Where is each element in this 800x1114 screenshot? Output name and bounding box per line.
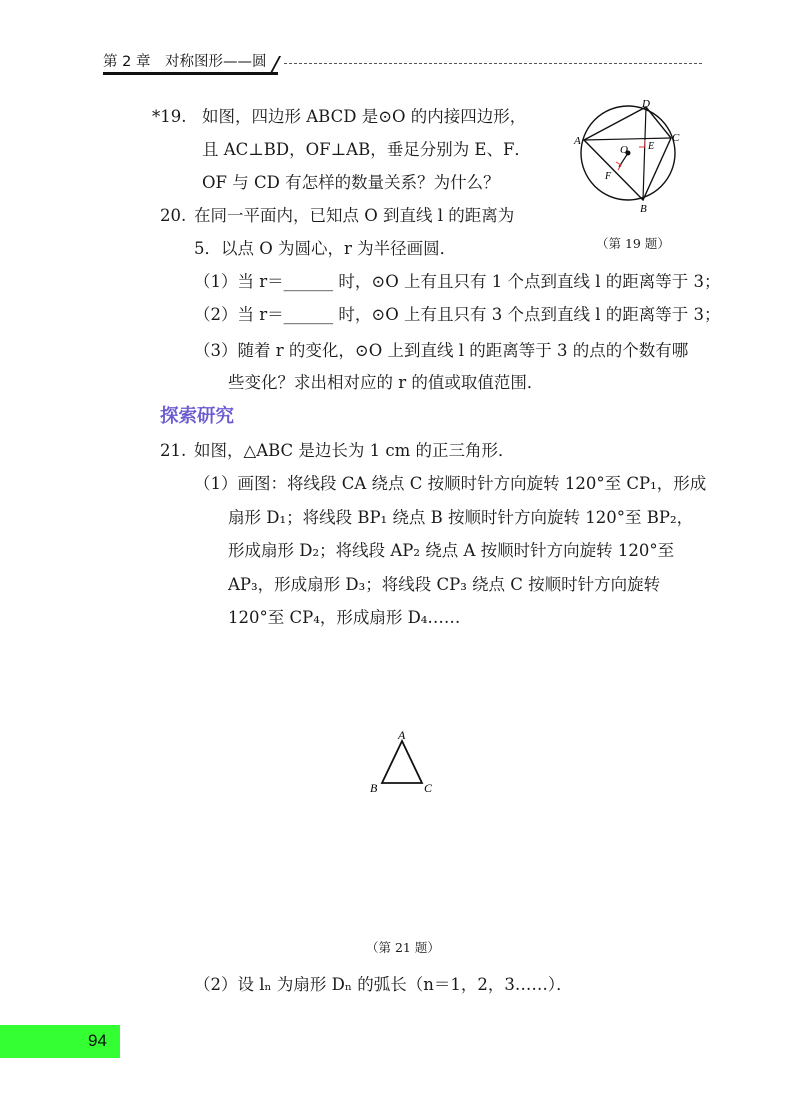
label-d: D <box>642 100 650 110</box>
q20-part3-line1: （3）随着 r 的变化，⊙O 上到直线 l 的距离等于 3 的点的个数有哪 <box>194 341 689 360</box>
right-angle-f <box>616 162 621 170</box>
q21-p1-line2: 扇形 D₁；将线段 BP₁ 绕点 B 按顺时针方向旋转 120°至 BP₂， <box>228 508 694 527</box>
label-b: B <box>640 203 647 215</box>
q21-caption: （第 21 题） <box>366 940 440 955</box>
q21-p2: （2）设 lₙ 为扇形 Dₙ 的弧长（n＝1，2，3……）． <box>194 975 573 994</box>
q21-p1-line1: （1）画图：将线段 CA 绕点 C 按顺时针方向旋转 120°至 CP₁，形成 <box>194 474 707 493</box>
q21-number: 21. <box>160 441 187 460</box>
chapter-header: 第 2 章 对称图形——圆 <box>103 54 267 70</box>
label-a: A <box>398 728 406 742</box>
q20-line2: 5．以点 O 为圆心，r 为半径画圆． <box>194 239 457 258</box>
section-title: 探索研究 <box>160 406 235 427</box>
q19-line1: 如图，四边形 ABCD 是⊙O 的内接四边形， <box>202 107 527 126</box>
q20-part1: （1）当 r＝______ 时，⊙O 上有且只有 1 个点到直线 l 的距离等于 3； <box>194 272 721 291</box>
q21-p1-line3: 形成扇形 D₂；将线段 AP₂ 绕点 A 按顺时针方向旋转 120°至 <box>228 541 675 560</box>
q21-p1-line5: 120°至 CP₄，形成扇形 D₄…… <box>228 608 461 627</box>
header-dashed-line <box>284 63 702 64</box>
label-o: O <box>620 144 628 156</box>
label-c: C <box>424 781 433 795</box>
q20-part3-line2: 些变化？求出相对应的 r 的值或取值范围． <box>228 373 544 392</box>
q19-line2: 且 AC⊥BD，OF⊥AB，垂足分别为 E、F． <box>202 140 531 159</box>
page-number: 94 <box>88 1031 107 1050</box>
label-f: F <box>605 171 612 182</box>
diag-ac <box>584 138 671 140</box>
label-b: B <box>370 781 378 795</box>
q19-figure <box>566 100 696 220</box>
q20-line1: 在同一平面内，已知点 O 到直线 l 的距离为 <box>194 206 515 225</box>
q19-number: *19. <box>152 107 187 126</box>
q21-line1: 如图，△ABC 是边长为 1 cm 的正三角形． <box>194 441 515 460</box>
label-c: C <box>672 132 680 144</box>
label-a: A <box>574 135 581 147</box>
q21-p1-line4: AP₃，形成扇形 D₃；将线段 CP₃ 绕点 C 按顺时针方向旋转 <box>228 575 661 594</box>
q19-caption: （第 19 题） <box>596 236 670 251</box>
q19-line3: OF 与 CD 有怎样的数量关系？为什么？ <box>202 173 500 192</box>
triangle-abc <box>382 741 422 783</box>
diag-bd <box>643 107 646 200</box>
q21-figure <box>360 728 450 798</box>
label-e: E <box>648 141 655 152</box>
right-angle-e <box>639 140 645 147</box>
q20-number: 20. <box>160 206 187 225</box>
q20-part2: （2）当 r＝______ 时，⊙O 上有且只有 3 个点到直线 l 的距离等于 3； <box>194 305 721 324</box>
header-rule <box>103 72 278 75</box>
